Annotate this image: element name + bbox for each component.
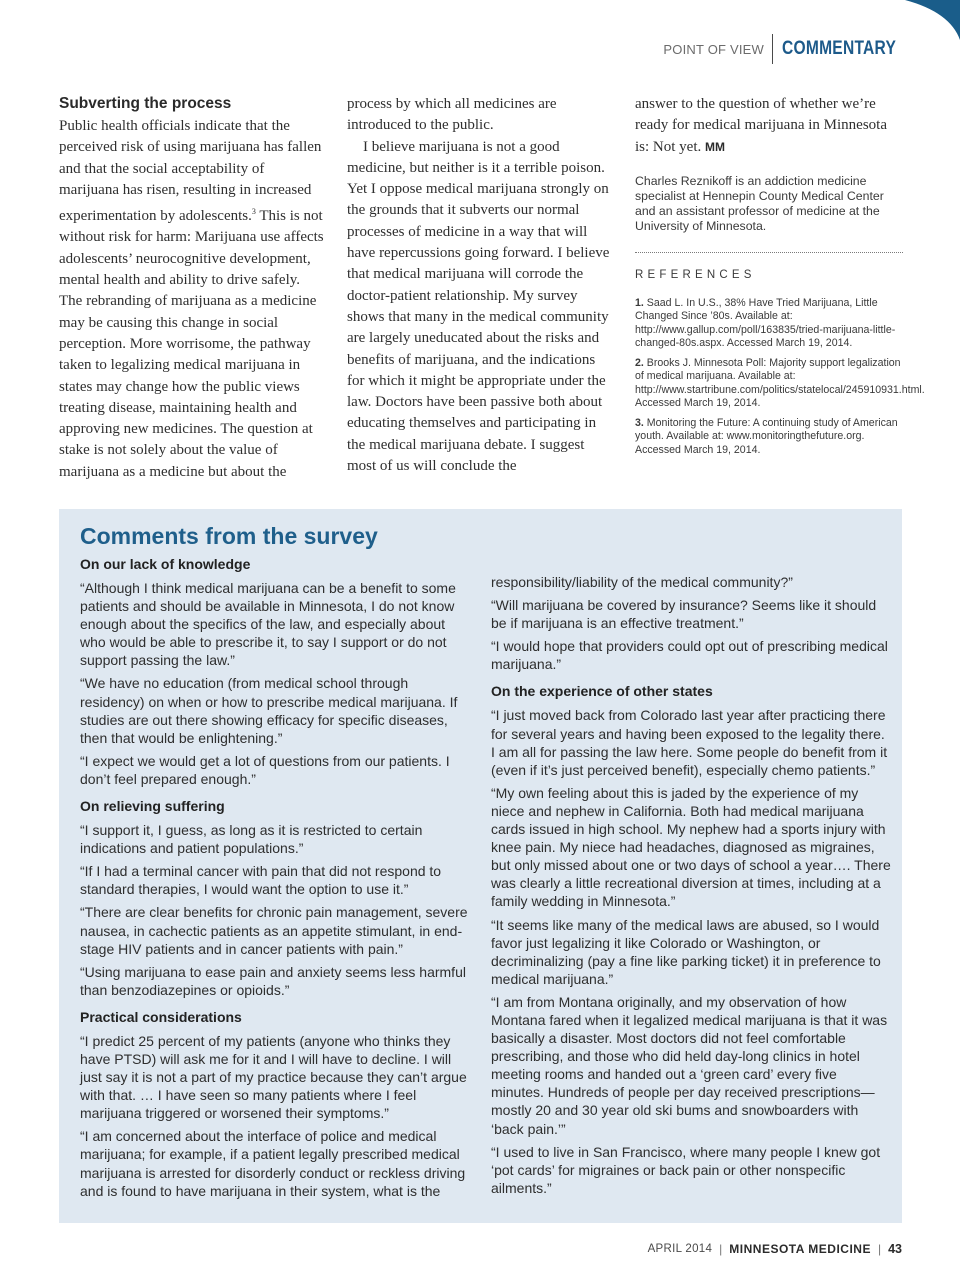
references-list [635, 296, 925, 458]
page-number: 43 [888, 1242, 902, 1256]
survey-quote: “I support it, I guess, as long as it is restricted to certain indications and patient populations.” [80, 822, 423, 857]
survey-section-heading: On the experience of other states [491, 683, 713, 700]
survey-quote: “We have no education (from medical school through residency) on when or how to prescribe medical marijuana. If studies are out there showing efficacy for specific diseases, then that would be enlightening.” [80, 675, 458, 746]
header-divider [772, 34, 773, 64]
survey-quote: “Although I think medical marijuana can be a benefit to some patients and should be available in Minnesota, I do not know enough about the specifics of the law, and especially about who would be able to prescribe it, to say I support or do not support passing the law.” [80, 580, 456, 669]
survey-quote: “Will marijuana be covered by insurance? Seems like it should be if marijuana is an effective treatment.” [491, 597, 877, 632]
article-paragraph: process by which all medicines are introduced to the public. [347, 96, 557, 134]
reference-item: 3. Monitoring the Future: A continuing study of American youth. Available at: www.monitoringthefuture.org. Accessed March 19, 2014. [635, 416, 898, 456]
survey-section-heading: Practical considerations [80, 1008, 242, 1025]
article-paragraph: I believe marijuana is not a good medicine, but neither is it a terrible poison. Yet I oppose medical marijuana strongly on the grounds that it subverts our normal processes of medicine in a way that will have repercussions going forward. I believe that medical marijuana will corrode the doctor-patient relationship. My survey shows that many in the medical community are largely uneducated about the risks and benefits of marijuana, and the indications for which it might be appropriate under the law. Doctors have been passive both about educating themselves and participating in the medical marijuana debate. I suggest most of us will conclude the [347, 138, 610, 475]
survey-quote: “I am from Montana originally, and my observation of how Montana fared when it legalized medical marijuana is that it was basically a disaster. Most doctors did not feel comfortable prescribing, and those who did held day-long clinics in hotel meeting rooms and handed out a ‘green card’ every five minutes. Hundreds of people per day received prescriptions—mostly 20 and 30 year old ski bums and snowboarders with ‘back pain.’” [491, 993, 888, 1137]
citation-superscript: 3 [251, 207, 256, 217]
survey-quote: “I expect we would get a lot of questions from our patients. I don’t feel prepared enough.” [80, 752, 450, 787]
signoff-mark: MM [705, 139, 725, 154]
survey-comments-box [59, 509, 902, 1223]
article-paragraph: answer to the question of whether we’re ready for medical marijuana in Minnesota is: Not yet. MM [635, 96, 887, 155]
survey-quote: “I am concerned about the interface of police and medical marijuana; for example, if a patient legally prescribed medical marijuana is arrested for disorderly conduct or reckless driving and is found to have marijuana in their system, what is the [80, 1128, 466, 1199]
article-column-3 [635, 94, 925, 463]
survey-quote: “I just moved back from Colorado last year after practicing there for several years and having been exposed to the legality there. I am all for passing the law here. Some people do benefit from it (even if it’s just perceived benefit), especially chemo patients.” [491, 707, 888, 778]
survey-quote: “If I had a terminal cancer with pain that did not respond to standard therapies, I would want the option to use it.” [80, 863, 442, 898]
issue-date: APRIL 2014 [647, 1243, 713, 1255]
survey-section-heading: On our lack of knowledge [80, 556, 251, 572]
survey-column-1 [80, 555, 470, 1205]
survey-quote: “It seems like many of the medical laws are abused, so I would favor just legalizing it like Colorado or Washington, or decriminalizing (pay a fine like parking ticket) it in preference to medical marijuana.” [491, 916, 881, 987]
survey-title: Comments from the survey [80, 523, 378, 549]
survey-quote: “My own feeling about this is jaded by the experience of my niece and nephew in California. Both had medical marijuana cards issued in high school. My nephew had a sports injury with knee pain. My niece had headaches, diagnosed as migraines, but only missed about one or two days of school a year…. There was clearly a little recreational diversion at times, including at a family wedding in Minnesota.” [491, 784, 891, 910]
reference-item: 2. Brooks J. Minnesota Poll: Majority support legalization of medical marijuana. Available at: http://www.startribune.com/politics/statelocal/245910931.html. Accessed March 19, 2014. [635, 356, 925, 410]
section-label: POINT OF VIEW [663, 41, 764, 57]
article-column-1 [59, 94, 324, 483]
footer-divider: | [877, 1242, 882, 1256]
survey-quote-continuation: responsibility/liability of the medical community?” [491, 574, 793, 590]
reference-item: 1. Saad L. In U.S., 38% Have Tried Marijuana, Little Changed Since ’80s. Available at: http://www.gallup.com/poll/163835/tried-marijuana-little-changed-80s.aspx. Accessed March 19, 2014. [635, 296, 896, 350]
survey-column-2 [491, 573, 891, 1202]
survey-quote: “I predict 25 percent of my patients (anyone who thinks they have PTSD) will ask me for it and I will have to decline. I will just say it is not a part of my practice because they can’t argue with that. … I have seen so many patients where I feel marijuana triggered or worsened their symptoms.” [80, 1032, 467, 1122]
magazine-name: MINNESOTA MEDICINE [729, 1242, 871, 1256]
section-heading: Subverting the process [59, 95, 232, 112]
survey-quote: “I would hope that providers could opt out of prescribing medical marijuana.” [491, 638, 888, 673]
survey-quote: “There are clear benefits for chronic pain management, severe nausea, in cachectic patients as an appetite stimulant, in end-stage HIV patients and in cancer patients with pain.” [80, 904, 468, 957]
article-column-2 [347, 94, 612, 477]
survey-quote: “Using marijuana to ease pain and anxiety seems less harmful than benzodiazepines or opioids.” [80, 963, 466, 998]
dotted-divider [635, 252, 903, 253]
department-label: COMMENTARY [782, 38, 897, 59]
page-footer [648, 1242, 902, 1256]
survey-section-heading: On relieving suffering [80, 798, 225, 815]
article-paragraph: Public health officials indicate that the perceived risk of using marijuana has fallen and that the social acceptability of marijuana has risen, resulting in increased experimentation by adolescents.$^3$ This is not without risk for harm: Marijuana use affects adolescents’ neurocognitive development, mental health and ability to drive safely. The rebranding of marijuana as a medicine may be causing this change in social perception. More worrisome, the pathway taken to legalizing medical marijuana in states may change how the public views treating disease, maintaining health and approving new medicines. The question at stake is not solely about the value of marijuana as a medicine but about the [59, 118, 324, 480]
page-header [663, 34, 902, 64]
references-heading: REFERENCES [635, 268, 756, 281]
author-bio: Charles Reznikoff is an addiction medicine specialist at Hennepin County Medical Center and an assistant professor of medicine at the University of Minnesota. [635, 173, 884, 233]
footer-divider: | [719, 1242, 723, 1256]
survey-quote: “I used to live in San Francisco, where many people I knew got ‘pot cards’ for migraines or back pain or other nonspecific ailments.” [491, 1143, 881, 1196]
